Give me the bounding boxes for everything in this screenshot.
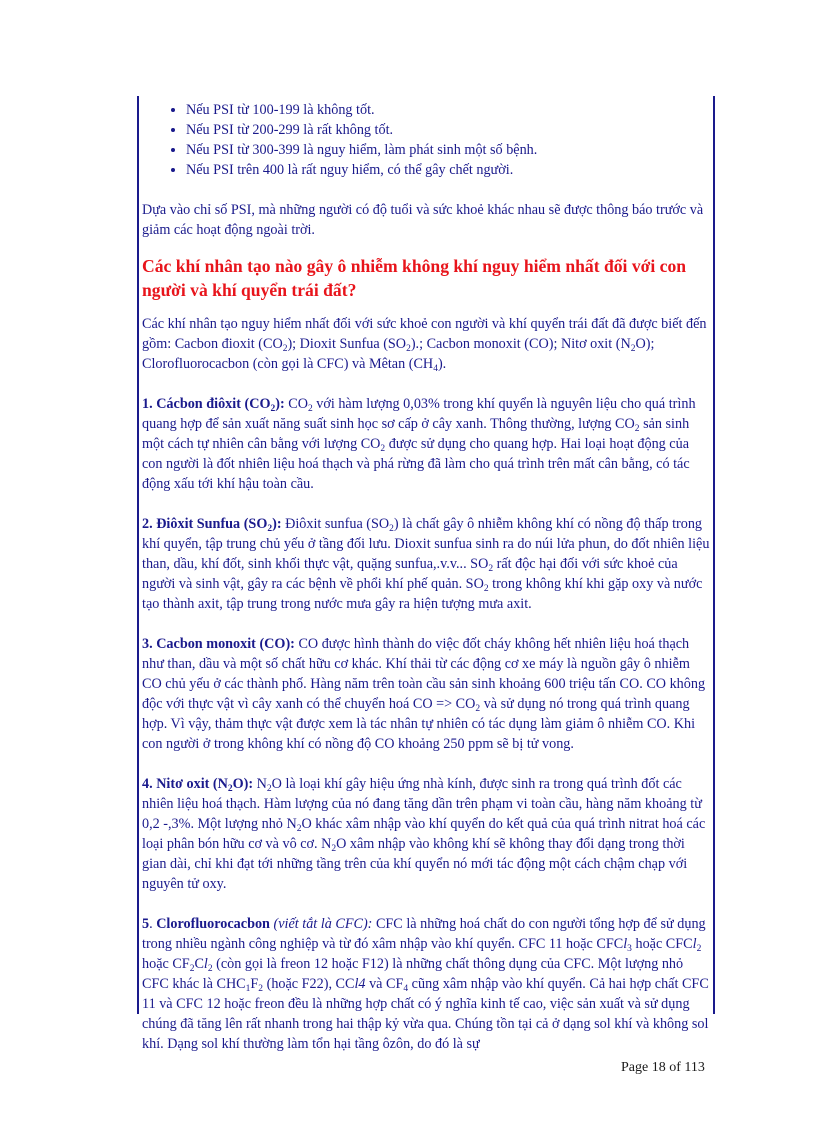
psi-list [142,100,712,180]
section-heading: Các khí nhân tạo nào gây ô nhiễm không khí nguy hiểm nhất đối với con người và khí quyển trái đất? [142,256,687,300]
n2o-title: 4. Nitơ oxit $(N_2O)$: [142,776,254,794]
so2-paragraph: 2. Điôxit Sunfua $(SO_2)$: Điôxit sunfua $(SO_2)$ là chất gây ô nhiễm không khí có nồng độ thấp trong khí quyển, tập trung chủ yếu ở tầng đối lưu. Dioxit sunfua sinh ra do núi lửa phun, do đốt nhiên liệu than, dầu, khí đốt, sinh khối thực vật, quặng sunfua,.v.v... $SO_2$ rất độc hại đối với sức khoẻ của người và sinh vật, gây ra các bệnh về phổi khí phế quản. $SO_2$ trong không khí khi gặp oxy và nước tạo thành axit, tập trung trong nước mưa gây ra hiện tượng mưa axit. [142,516,710,612]
gases-intro-paragraph: Các khí nhân tạo nguy hiểm nhất đối với sức khoẻ con người và khí quyển trái đất đã được biết đến gồm: Cacbon đioxit $(CO_2)$; Dioxit Sunfua $(SO_2)$.; Cacbon monoxit (CO); Nitơ oxit $(N_2O)$; Clorofluorocacbon (còn gọi là CFC) và Mêtan $(CH_4)$. [142,316,707,374]
list-item: • Nếu PSI từ 300-399 là nguy hiểm, làm phát sinh một số bệnh. [186,140,712,160]
psi-intro-paragraph: Dựa vào chỉ số PSI, mà những người có độ tuổi và sức khoẻ khác nhau sẽ được thông báo trước và giảm các hoạt động ngoài trời. [142,202,704,238]
co2-title: 1. Cácbon điôxit $(CO_2)$: [142,396,285,414]
list-item: • Nếu PSI từ 100-199 là không tốt. [186,100,712,120]
cfc-number: 5 [142,916,150,932]
co2-paragraph: 1. Cácbon điôxit $(CO_2)$: $CO_2$ với hàm lượng 0,03% trong khí quyển là nguyên liệu cho quá trình quang hợp để sản xuất năng suất sinh học sơ cấp ở cây xanh. Thông thường, lượng $CO_2$ sản sinh một cách tự nhiên cân bằng với lượng $CO_2$ được sử dụng cho quang hợp. Hai loại hoạt động của con người là đốt nhiên liệu hoá thạch và phá rừng đã làm cho quá trình trên mất cân bằng, có tác động xấu tới khí hậu toàn cầu. [142,396,696,492]
list-item: • Nếu PSI từ 200-299 là rất không tốt. [186,120,712,140]
document-body [142,100,712,1054]
co-title: 3. Cacbon monoxit (CO): [142,636,295,652]
cfc-title: Clorofluorocacbon [156,916,270,932]
page-number: Page 18 of 113 [621,1060,705,1075]
so2-title: 2. Điôxit Sunfua $(SO_2)$: [142,516,282,534]
cfc-paragraph: 5. Clorofluorocacbon (viết tắt là CFC): CFC là những hoá chất do con người tổng hợp để sử dụng trong nhiều ngành công nghiệp và từ đó xâm nhập vào khí quyển. CFC 11 hoặc CFCl$_3$ hoặc CFCl$_2$ hoặc $CF_2Cl_2$ (còn gọi là freon 12 hoặc F12) là những chất thông dụng của CFC. Một lượng nhỏ CFC khác là $CHC_1F_2$ (hoặc F22), CCl4 và $CF_4$ cũng xâm nhập vào khí quyển. Cả hai hợp chất CFC 11 và CFC 12 hoặc freon đều là những hợp chất có ý nghĩa kinh tế cao, việc sản xuất và sử dụng chúng đã tăng lên rất nhanh trong hai thập kỷ vừa qua. Chúng tồn tại cả ở dạng sol khí và không sol khí. Dạng sol khí thường làm tổn hại tầng ôzôn, do đó là sự [142,916,709,1052]
n2o-paragraph: 4. Nitơ oxit $(N_2O)$: $N_2O$ là loại khí gây hiệu ứng nhà kính, được sinh ra trong quá trình đốt các nhiên liệu hoá thạch. Hàm lượng của nó đang tăng dần trên phạm vi toàn cầu, hàng năm khoảng từ 0,2 -,3%. Một lượng nhỏ $N_2O$ khác xâm nhập vào khí quyển do kết quả của quá trình nitrat hoá các loại phân bón hữu cơ và vô cơ. $N_2O$ xâm nhập vào không khí sẽ không thay đổi dạng trong thời gian dài, chỉ khi đạt tới những tầng trên của khí quyển nó mới tác động một cách chậm chạp với nguyên tử oxy. [142,776,706,892]
list-item: • Nếu PSI trên 400 là rất nguy hiểm, có thể gây chết người. [186,160,712,180]
co-paragraph: 3. Cacbon monoxit (CO): CO được hình thành do việc đốt cháy không hết nhiên liệu hoá thạch như than, dầu và một số chất hữu cơ khác. Khí thải từ các động cơ xe máy là nguồn gây ô nhiễm CO chủ yếu ở các thành phố. Hàng năm trên toàn cầu sản sinh khoảng 600 triệu tấn CO. CO không độc với thực vật vì cây xanh có thể chuyển hoá CO => $CO_2$ và sử dụng nó trong quá trình quang hợp. Vì vậy, thảm thực vật được xem là tác nhân tự nhiên có tác dụng làm giảm ô nhiễm CO. Khi con người ở trong không khí có nồng độ CO khoảng 250 ppm sẽ bị tử vong. [142,636,706,752]
